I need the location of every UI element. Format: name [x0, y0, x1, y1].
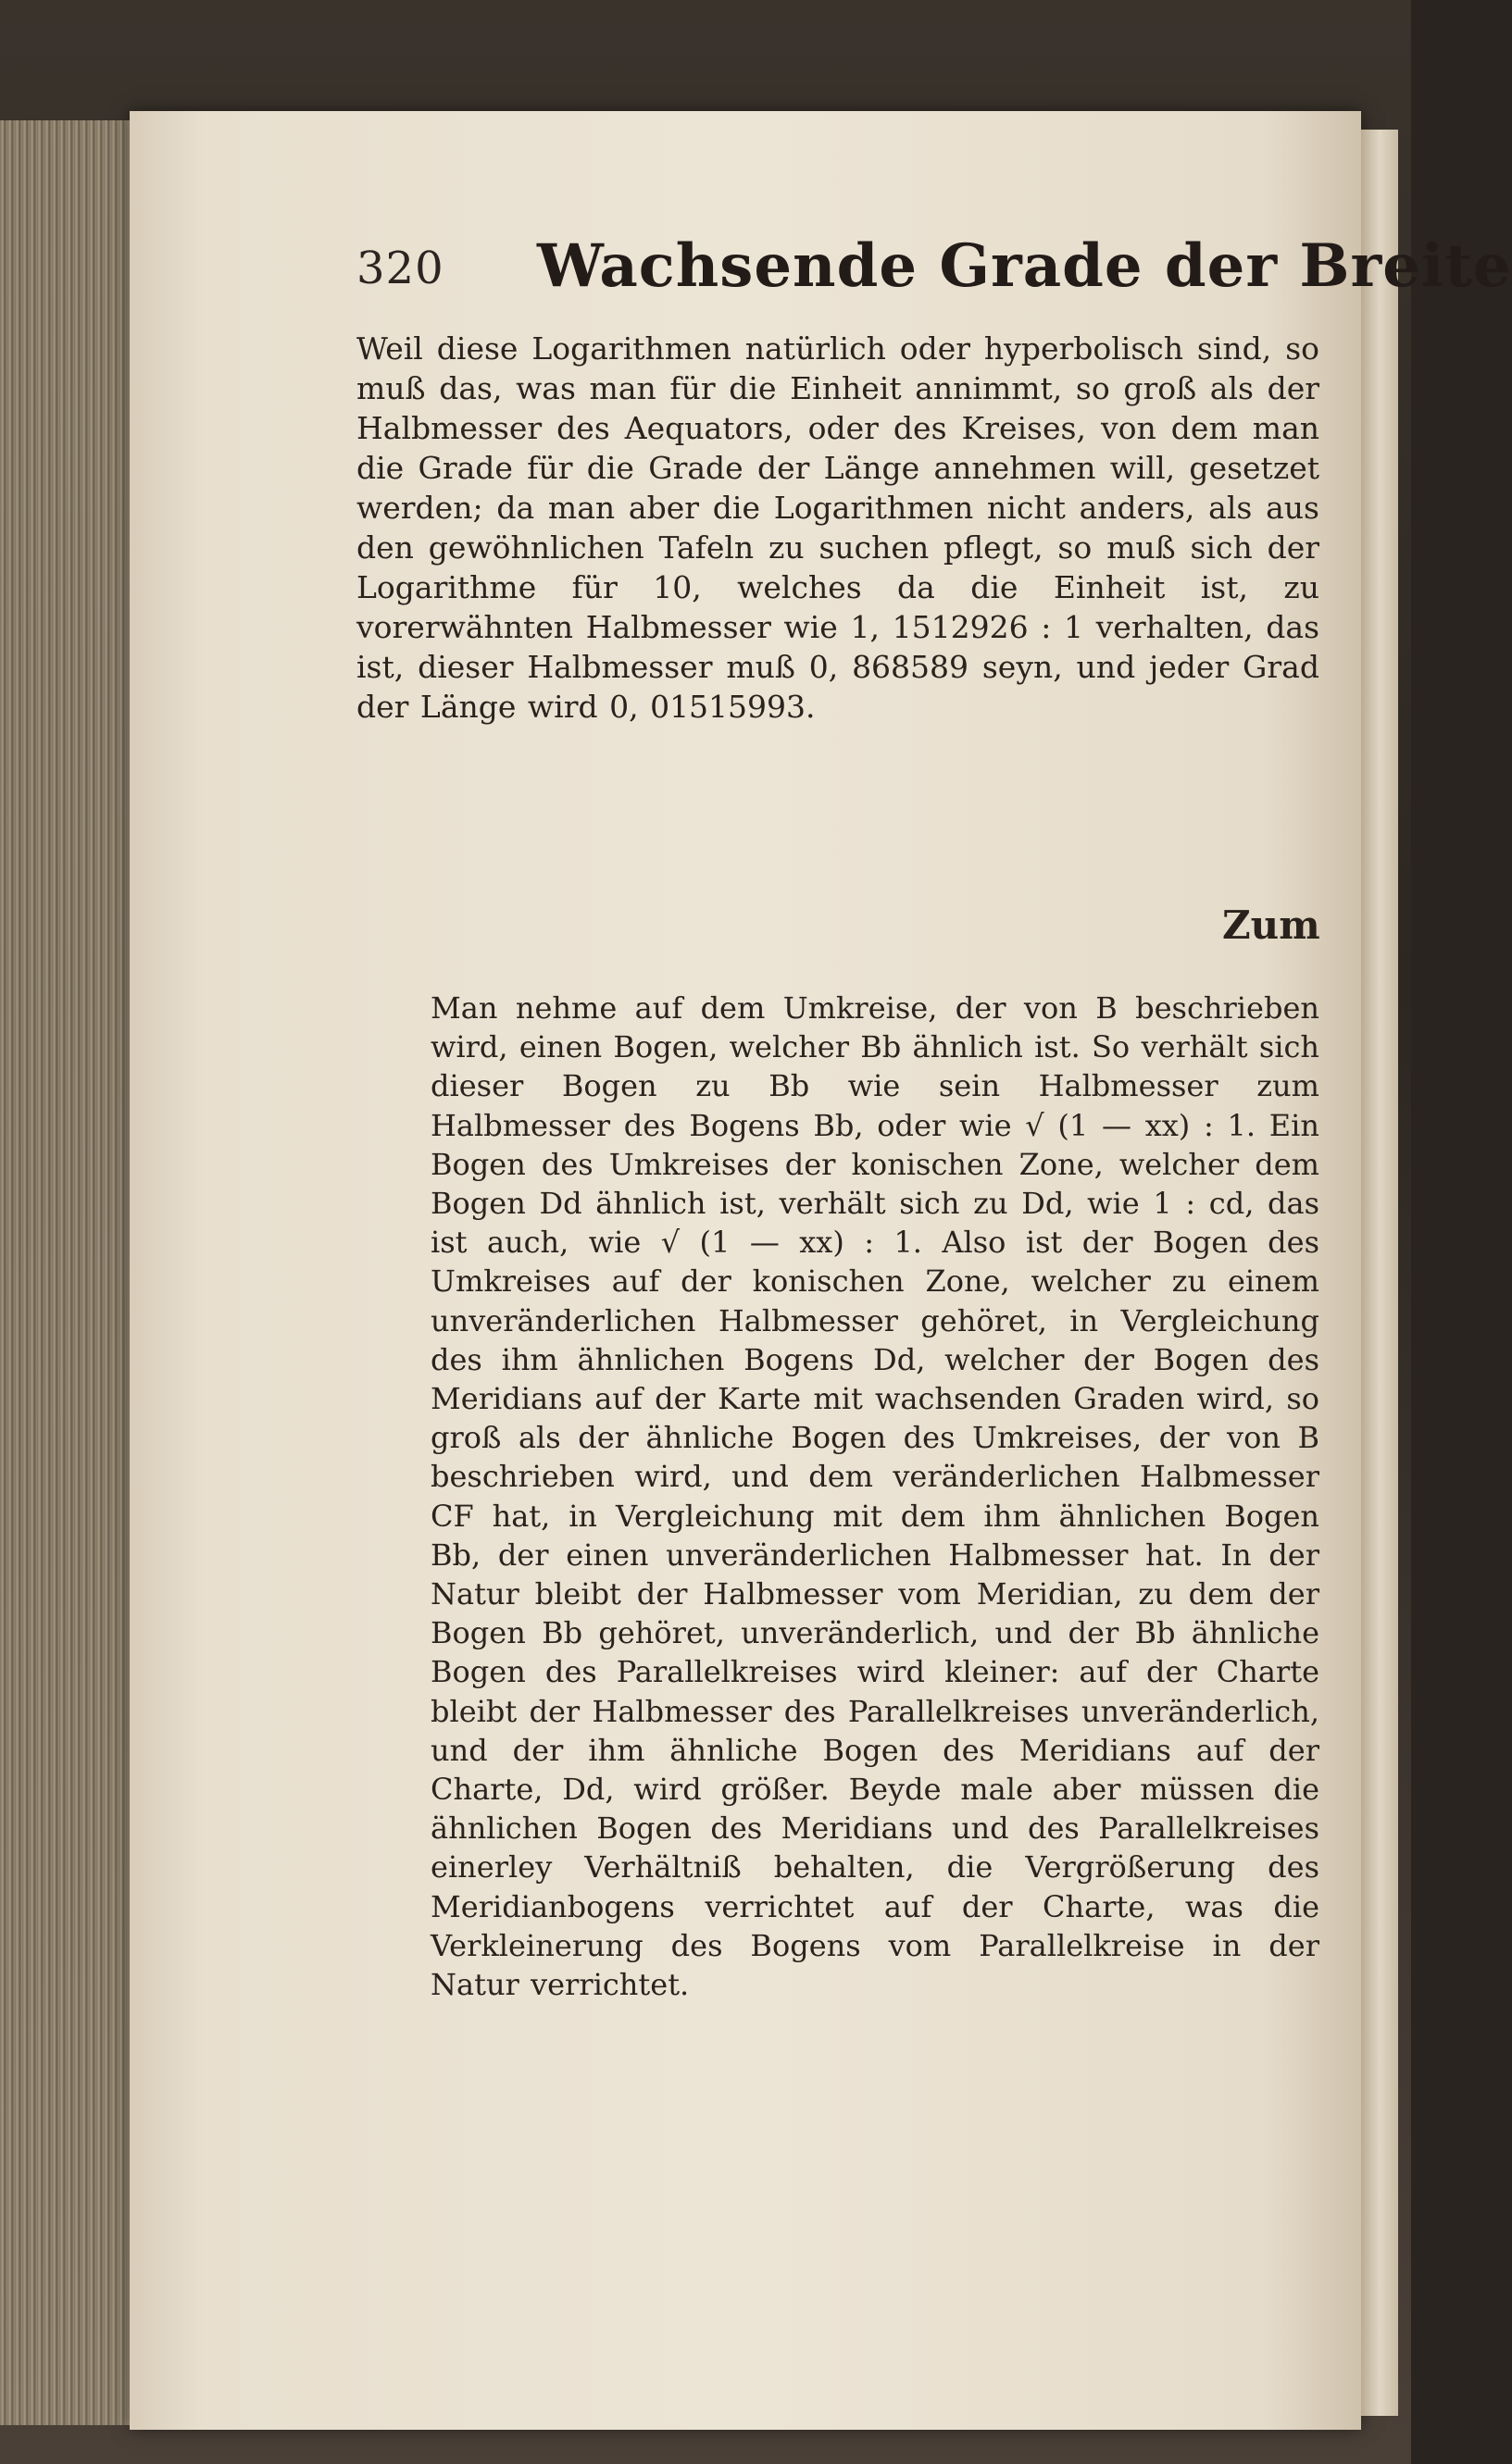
- body-paragraph-2: Man nehme auf dem Umkreise, der von B beschrieben wird, einen Bogen, welcher Bb ähnlich ist. So verhält sich dieser Bogen zu Bb wie sein Halbmesser zum Halbmesser des Bogens Bb, oder wie √ (1 — xx) : 1. Ein Bogen des Umkreises der konischen Zone, welcher dem Bogen Dd ähnlich ist, verhält sich zu Dd, wie 1 : cd, das ist auch, wie √ (1 — xx) : 1. Also ist der Bogen des Umkreises auf der konischen Zone, welcher zu einem unveränderlichen Halbmesser gehöret, in Vergleichung des ihm ähnlichen Bogens Dd, welcher der Bogen des Meridians auf der Karte mit wachsenden Graden wird, so groß als der ähnliche Bogen des Umkreises, der von B beschrieben wird, und dem veränderlichen Halbmesser CF hat, in Vergleichung mit dem ihm ähnlichen Bogen Bb, der einen unveränderlichen Halbmesser hat. In der Natur bleibt der Halbmesser vom Meridian, zu dem der Bogen Bb gehöret, unveränderlich, und der Bb ähnliche Bogen des Parallelkreises wird kleiner: auf der Charte bleibt der Halbmesser des Parallelkreises unveränderlich, und der ihm ähnliche Bogen des Meridians auf der Charte, Dd, wird größer. Beyde male aber müssen die ähnlichen Bogen des Meridians und des Parallelkreises einerley Verhältniß behalten, die Vergrößerung des Meridianbogens verrichtet auf der Charte, was die Verkleinerung des Bogens vom Parallelkreise in der Natur verrichtet.: [431, 990, 1319, 2003]
- running-title: Wachsende Grade der Breite: [537, 231, 1512, 301]
- page-number: 320: [356, 243, 444, 294]
- book-page-edges-right: [1361, 130, 1398, 2416]
- catchword: Zum: [1222, 902, 1320, 948]
- body-paragraph-1: Weil diese Logarithmen natürlich oder hyperbolisch sind, so muß das, was man für die Einheit annimmt, so groß als der Halbmesser des Aequators, oder des Kreises, von dem man die Grade für die Grade der Länge annehmen will, gesetzet werden; da man aber die Logarithmen nicht anders, als aus den gewöhnlichen Tafeln zu suchen pflegt, so muß sich der Logarithme für 10, welches da die Einheit ist, zu vorerwähnten Halbmesser wie 1, 1512926 : 1 verhalten, das ist, dieser Halbmesser muß 0, 868589 seyn, und jeder Grad der Länge wird 0, 01515993.: [356, 330, 1319, 725]
- page-header: [356, 231, 1512, 315]
- book-page-edges-left: [0, 120, 130, 2425]
